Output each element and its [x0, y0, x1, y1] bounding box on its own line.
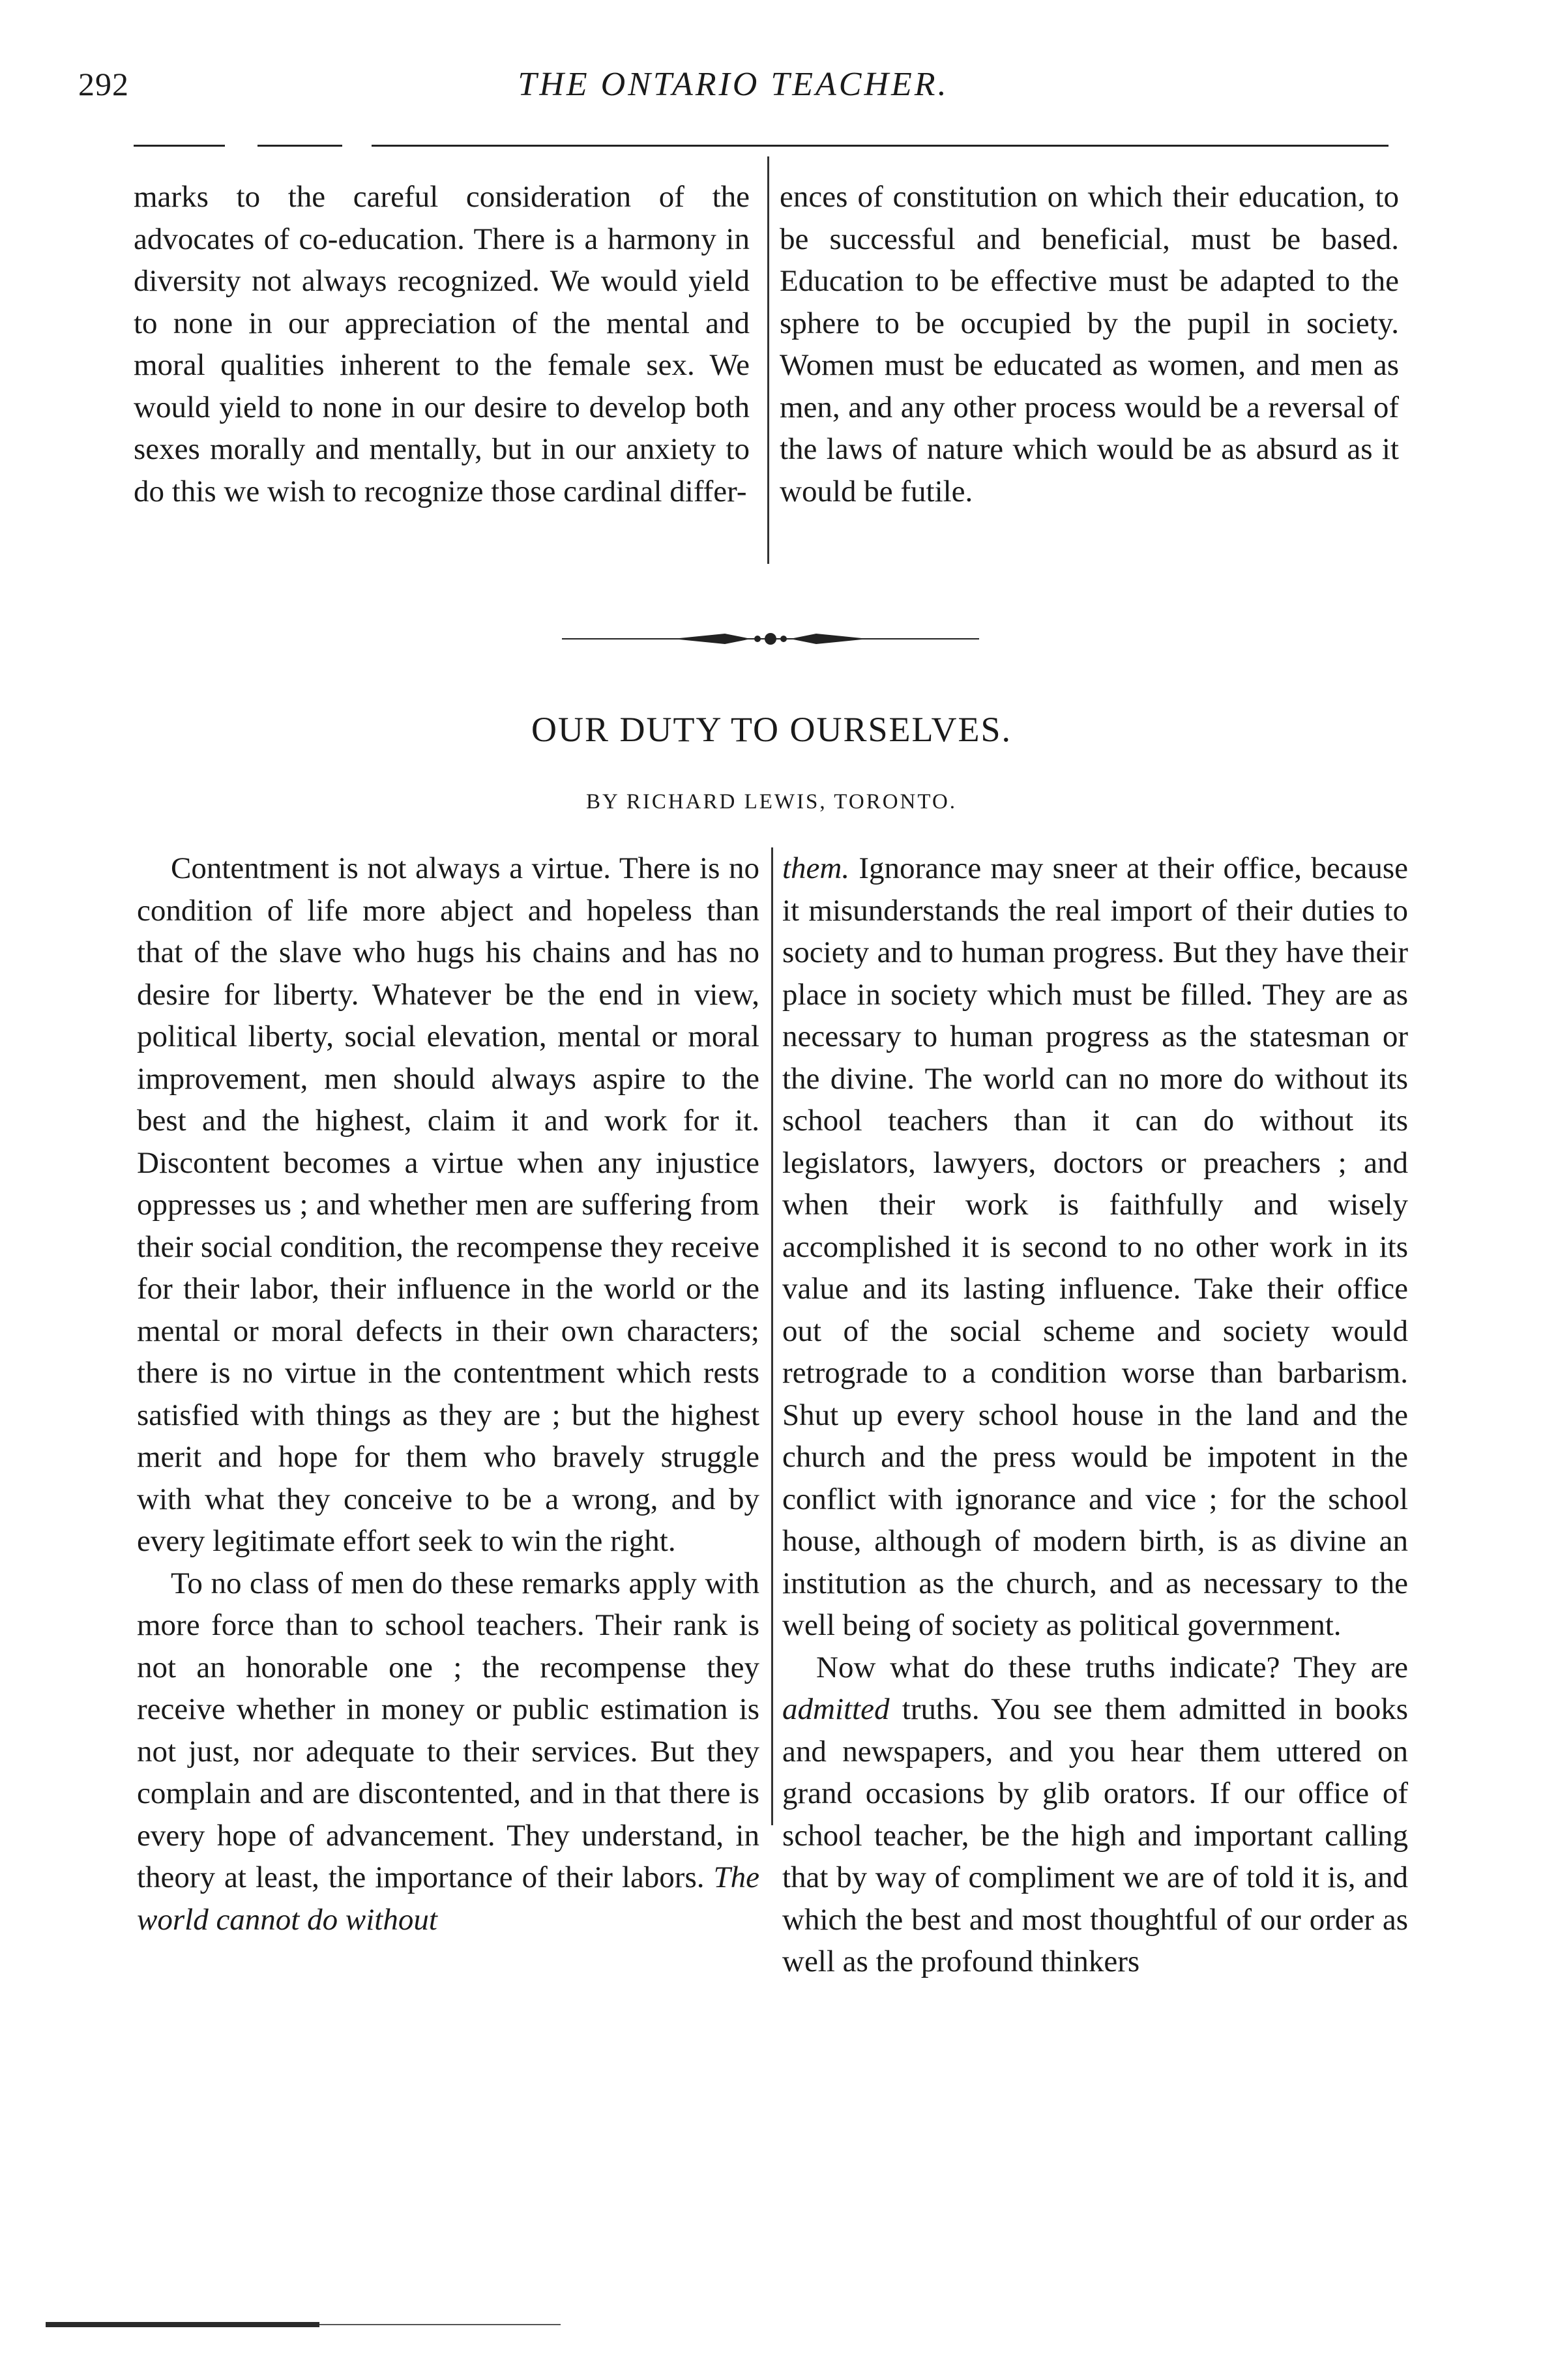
- article-continued-italic: them.: [782, 851, 850, 885]
- article-left-column: [137, 847, 759, 1941]
- scan-artifact: [46, 2321, 561, 2329]
- article-paragraph-3-start: Now what do these truths indicate? They are: [816, 1650, 1408, 1684]
- top-left-column: [134, 176, 750, 512]
- page-header: [78, 65, 1389, 117]
- article-column-divider: [771, 847, 773, 1825]
- article-title: OUR DUTY TO OURSELVES.: [531, 710, 1012, 749]
- article-continued-text: Ignorance may sneer at their office, because it misunderstands the real import of their duties to society and to human progress. But they have their place in society which must be filled. They are as necessary to human progress as the statesman or the divine. The world can no more do without its school teachers than it can do without its legislators, lawyers, doctors or preachers ; and when their work is faithfully and wisely accomplished it is second to no other work in its value and its lasting influence. Take their office out of the social scheme and society would retrograde to a condition worse than barbarism. Shut up every school house in the land and the church and the press would be impotent in the conflict with ignorance and vice ; for the school house, although of modern birth, is as divine an institution as the church, and as necessary to the well being of society as political government.: [782, 851, 1408, 1642]
- top-column-divider: [767, 156, 769, 564]
- article-paragraph-1: Contentment is not always a virtue. There is no condition of life more abject and hopeless than that of the slave who hugs his chains and has no desire for liberty. Whatever be the end in view, political liberty, social elevation, mental or moral improvement, men should always aspire to the best and the highest, claim it and work for it. Discontent becomes a virtue when any injustice oppresses us ; and whether men are suffering from their social condition, the recompense they receive for their labor, their influence in the world or the mental or moral defects in their own characters; there is no virtue in the contentment which rests satisfied with things as they are ; but the highest merit and hope for them who bravely struggle with what they conceive to be a wrong, and by every legitimate effort seek to win the right.: [137, 851, 759, 1558]
- top-right-paragraph: ences of constitution on which their education, to be successful and beneficial, must be based. Education to be effective must be adapted to the sphere to be occupied by the pupil in society. Women must be educated as women, and men as men, and any other process would be a reversal of the laws of nature which would be as absurd as it would be futile.: [780, 180, 1399, 508]
- article-paragraph-3: [782, 1647, 1408, 1983]
- top-left-paragraph: marks to the careful consideration of the advocates of co-education. There is a harmony in diversity not always recognized. We would yield to none in our appreciation of the mental and moral qualities inherent to the female sex. We would yield to none in our desire to develop both sexes morally and mentally, but in our anxiety to do this we wish to recognize those cardinal differ-: [134, 180, 750, 508]
- article-byline: BY RICHARD LEWIS, TORONTO.: [585, 790, 958, 814]
- header-rule-left: [134, 145, 225, 147]
- running-title: THE ONTARIO TEACHER.: [518, 66, 949, 103]
- top-right-column: [780, 176, 1399, 512]
- article-paragraph-3-italic: admitted: [782, 1692, 890, 1726]
- article-paragraph-2: [137, 1563, 759, 1941]
- header-rule-right: [372, 145, 1389, 147]
- article-paragraph-3-end: truths. You see them admitted in books and newspapers, and you hear them uttered on grand occasions by glib orators. If our office of school teacher, be the high and important calling that by way of compliment we are of told it is, and which the best and most thoughtful of our order as well as the profound thinkers: [782, 1692, 1409, 1978]
- article-paragraph-2-continued: [782, 847, 1408, 1647]
- header-rule-mid: [257, 145, 342, 147]
- article-paragraph-2-italic: The world cannot do without: [137, 1860, 760, 1937]
- article-right-column: [782, 847, 1408, 1983]
- section-ornament: [562, 626, 979, 652]
- article-paragraph-2-text: To no class of men do these remarks apply with more force than to school teachers. Their rank is not an honorable one ; the recompense they receive whether in money or public estimation is not just, nor adequate to their services. But they complain and are discontented, and in that there is every hope of advancement. They understand, in theory at least, the importance of their labors.: [137, 1566, 759, 1894]
- page-number: 292: [78, 66, 129, 102]
